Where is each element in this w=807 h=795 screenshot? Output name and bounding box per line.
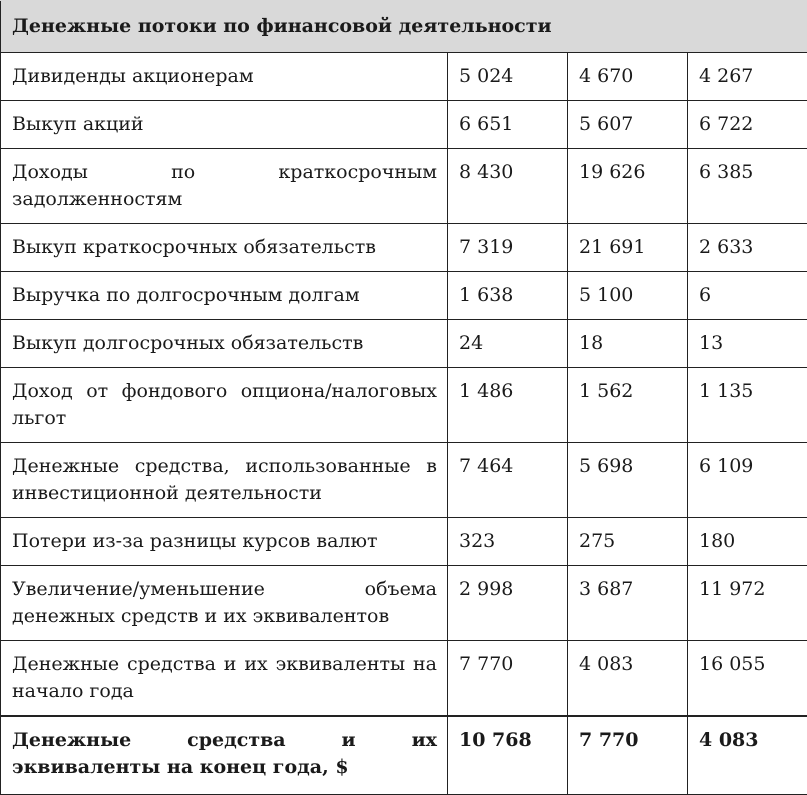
total-label: Денежные средства и их эквиваленты на конец года, $ [1,716,448,794]
row-label: Выкуп краткосрочных обязательств [1,224,448,272]
row-label: Увеличение/уменьшение объема денежных средств и их эквивалентов [1,566,448,641]
cell-value: 2 998 [448,566,568,641]
table-row [1,101,807,149]
cell-value: 6 722 [688,101,807,149]
cell-value: 5 024 [448,53,568,101]
cell-value: 7 770 [448,641,568,717]
table-row [1,320,807,368]
table-title: Денежные потоки по финансовой деятельности [1,1,807,53]
table-row [1,272,807,320]
cell-value: 24 [448,320,568,368]
cell-value: 11 972 [688,566,807,641]
cell-value: 7 319 [448,224,568,272]
total-value: 7 770 [568,716,688,794]
table-header-row [1,1,807,53]
cell-value: 2 633 [688,224,807,272]
row-label: Денежные средства и их эквиваленты на начало года [1,641,448,717]
cell-value: 5 698 [568,443,688,518]
cell-value: 4 670 [568,53,688,101]
cell-value: 5 100 [568,272,688,320]
cell-value: 21 691 [568,224,688,272]
cell-value: 1 638 [448,272,568,320]
table-row [1,566,807,641]
table-total-row [1,716,807,794]
cell-value: 6 385 [688,149,807,224]
row-label: Денежные средства, использованные в инвестиционной деятельности [1,443,448,518]
cell-value: 7 464 [448,443,568,518]
total-value: 10 768 [448,716,568,794]
table-row [1,641,807,717]
table-row [1,224,807,272]
total-value: 4 083 [688,716,807,794]
table-row [1,368,807,443]
table-row [1,149,807,224]
cell-value: 13 [688,320,807,368]
cell-value: 19 626 [568,149,688,224]
row-label: Доходы по краткосрочным задолженностям [1,149,448,224]
cell-value: 16 055 [688,641,807,717]
cell-value: 18 [568,320,688,368]
cell-value: 6 109 [688,443,807,518]
cell-value: 3 687 [568,566,688,641]
cell-value: 180 [688,518,807,566]
table-row [1,53,807,101]
cell-value: 323 [448,518,568,566]
cell-value: 1 135 [688,368,807,443]
table-row [1,443,807,518]
cell-value: 6 [688,272,807,320]
row-label: Выкуп акций [1,101,448,149]
row-label: Дивиденды акционерам [1,53,448,101]
cell-value: 5 607 [568,101,688,149]
row-label: Выкуп долгосрочных обязательств [1,320,448,368]
table-row [1,518,807,566]
cell-value: 1 486 [448,368,568,443]
cell-value: 275 [568,518,688,566]
cell-value: 4 267 [688,53,807,101]
cell-value: 1 562 [568,368,688,443]
cell-value: 6 651 [448,101,568,149]
cell-value: 8 430 [448,149,568,224]
cell-value: 4 083 [568,641,688,717]
row-label: Доход от фондового опциона/налоговых льгот [1,368,448,443]
row-label: Выручка по долгосрочным долгам [1,272,448,320]
row-label: Потери из-за разницы курсов валют [1,518,448,566]
